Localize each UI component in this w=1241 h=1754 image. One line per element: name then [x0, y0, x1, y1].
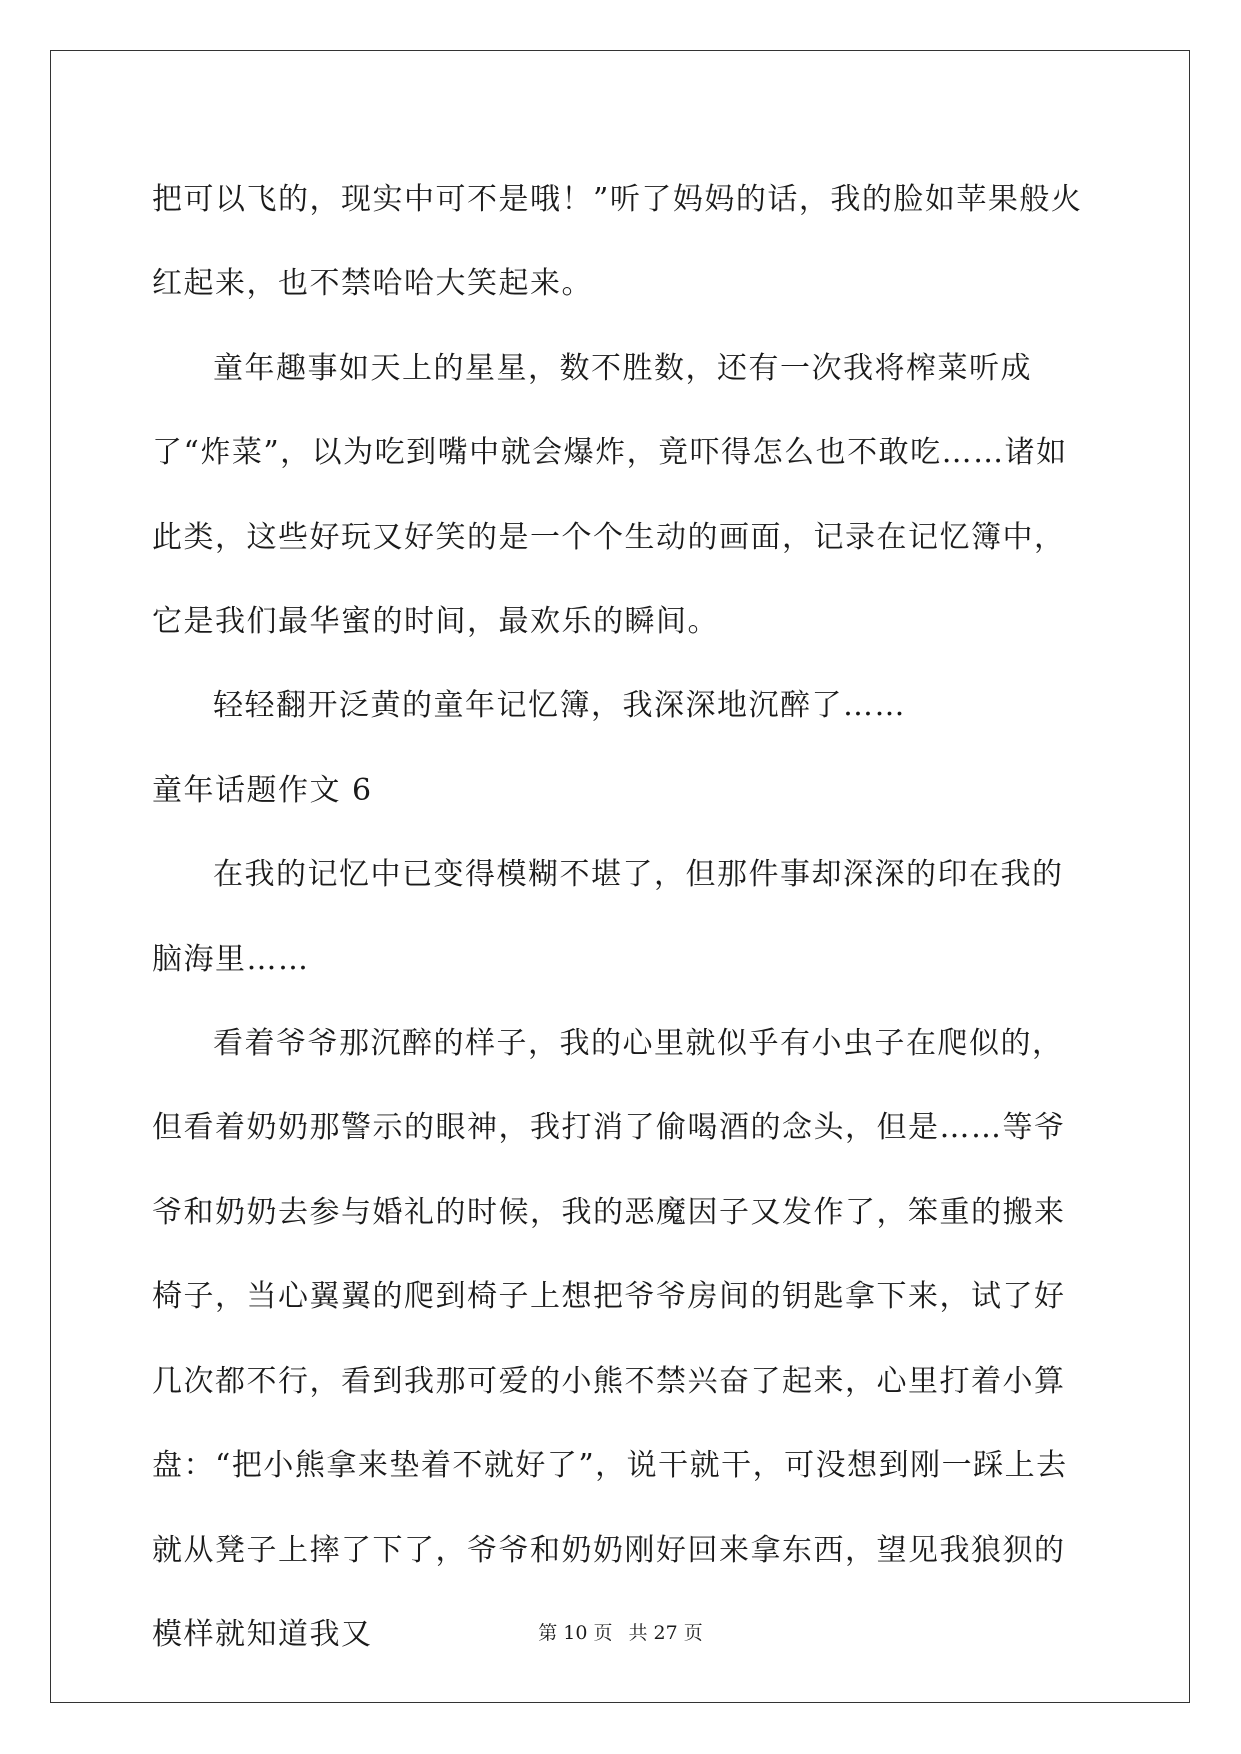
- paragraph-memory-book: 轻轻翻开泛黄的童年记忆簿，我深深地沉醉了……: [213, 688, 906, 724]
- document-body: [152, 158, 1092, 1677]
- paragraph-childhood-stars: 童年趣事如天上的星星，数不胜数，还有一次我将榨菜听成了“炸菜”，以为吃到嘴中就会爆炸，竟吓得怎么也不敢吃……诸如此类，这些好玩又好笑的是一个个生动的画面，记录在记忆簿中，它是我们最华蜜的时间，最欢乐的瞬间。: [152, 350, 1068, 640]
- page-number: 第 10 页: [538, 1622, 613, 1644]
- paragraph-memory-blurred: 在我的记忆中已变得模糊不堪了，但那件事却深深的印在我的脑海里……: [152, 857, 1064, 977]
- paragraph-continuation: 把可以飞的，现实中可不是哦！”听了妈妈的话，我的脸如苹果般火红起来，也不禁哈哈大笑起来。: [152, 182, 1083, 302]
- paragraph-grandpa-story: 看着爷爷那沉醉的样子，我的心里就似乎有小虫子在爬似的，但看着奶奶那警示的眼神，我打消了偷喝酒的念头，但是……等爷爷和奶奶去参与婚礼的时候，我的恶魔因子又发作了，笨重的搬来椅子，当心翼翼的爬到椅子上想把爷爷房间的钥匙拿下来，试了好几次都不行，看到我那可爱的小熊不禁兴奋了起来，心里打着小算盘：“把小熊拿来垫着不就好了”，说干就干，可没想到刚一踩上去就从凳子上摔了下了，爷爷和奶奶刚好回来拿东西，望见我狼狈的模样就知道我又: [152, 1026, 1068, 1652]
- section-heading: 童年话题作文 6: [152, 772, 373, 808]
- page-total: 共 27 页: [628, 1622, 703, 1644]
- page-footer: [0, 1621, 1241, 1645]
